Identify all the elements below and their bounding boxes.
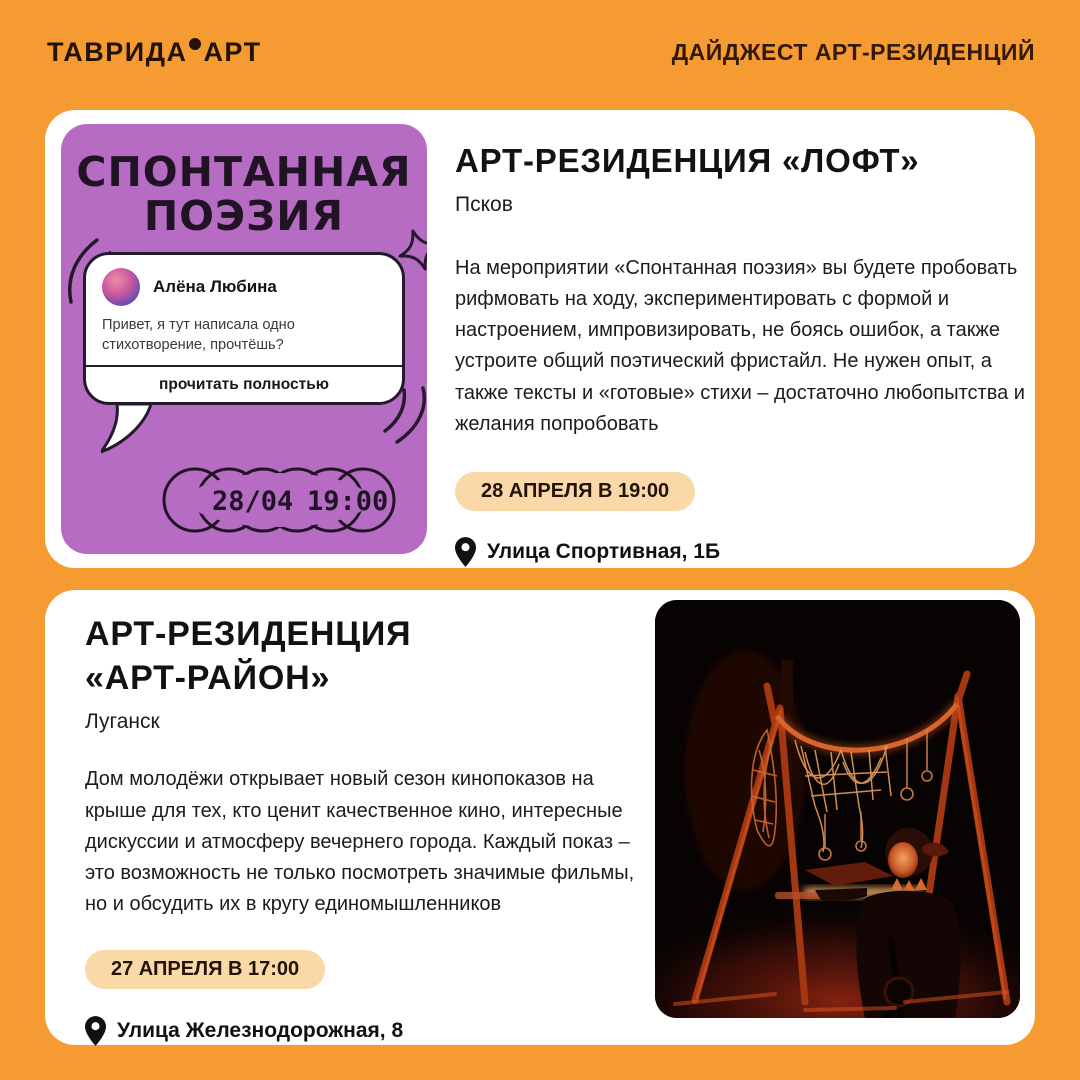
event-card-loft — [45, 110, 1035, 568]
avatar — [102, 268, 140, 306]
event-address: Улица Спортивная, 1Б — [487, 540, 721, 564]
chat-header — [86, 255, 402, 308]
event-city: Псков — [455, 192, 513, 216]
spontaneous-poetry-poster — [61, 124, 427, 554]
logo-right-text: АРТ — [203, 36, 262, 67]
event-title-line1: АРТ-РЕЗИДЕНЦИЯ — [85, 615, 412, 653]
poster-title-line1: СПОНТАННАЯ — [76, 148, 412, 196]
location-pin-icon — [85, 1016, 106, 1046]
stamp-time-text: 19:00 — [307, 486, 389, 517]
event-title-line2: «АРТ-РАЙОН» — [85, 659, 331, 698]
event-photo — [655, 600, 1020, 1018]
event-location — [455, 537, 1025, 567]
logo-left-text: ТАВРИДА — [47, 36, 188, 67]
header — [47, 30, 1035, 74]
digest-title: ДАЙДЖЕСТ АРТ-РЕЗИДЕНЦИЙ — [671, 38, 1035, 65]
event-title — [85, 612, 645, 700]
event-info-art-rayon — [85, 612, 645, 1046]
chat-bubble — [83, 252, 405, 405]
read-full-button[interactable]: прочитать полностью — [159, 376, 329, 394]
event-info-loft — [455, 140, 1025, 567]
logo-dot-icon — [189, 38, 201, 50]
location-pin-icon — [455, 537, 476, 567]
date-stamp — [157, 452, 400, 548]
chat-author-name: Алёна Любина — [153, 277, 277, 296]
event-description: Дом молодёжи открывает новый сезон кинопоказов на крыше для тех, кто ценит качественное кино, интересные дискуссии и атмосферу вечернего города. Каждый показ – это возможность не только посмотреть значимые фильмы, но и обсудить их в кругу единомышленников — [85, 768, 635, 916]
event-date-badge: 28 АПРЕЛЯ В 19:00 — [455, 472, 695, 511]
event-description: На мероприятии «Спонтанная поэзия» вы будете пробовать рифмовать на ходу, экспериментировать с формой и настроением, импровизировать, не боясь ошибок, а также устроите общий поэтический фристайл. Не нужен опыт, а также тексты и «готовые» стихи – достаточно любопытства и желания попробовать — [455, 256, 1025, 435]
motion-lines-right-icon — [383, 386, 427, 446]
event-address: Улица Железнодорожная, 8 — [117, 1019, 404, 1043]
event-title: АРТ-РЕЗИДЕНЦИЯ «ЛОФТ» — [455, 142, 920, 179]
poster-title — [61, 150, 427, 239]
event-city: Луганск — [85, 710, 160, 734]
tavrida-art-logo — [47, 37, 262, 68]
event-location — [85, 1016, 645, 1046]
event-date-badge: 27 АПРЕЛЯ В 17:00 — [85, 950, 325, 989]
bubble-tail-icon — [101, 402, 159, 456]
performance-photo-illustration — [655, 600, 1020, 1018]
stamp-date-text: 28/04 — [212, 486, 294, 517]
event-card-art-rayon — [45, 590, 1035, 1045]
poster-title-line2: ПОЭЗИЯ — [143, 192, 345, 241]
chat-message: Привет, я тут написала одно стихотворение, прочтёшь? — [102, 317, 295, 354]
